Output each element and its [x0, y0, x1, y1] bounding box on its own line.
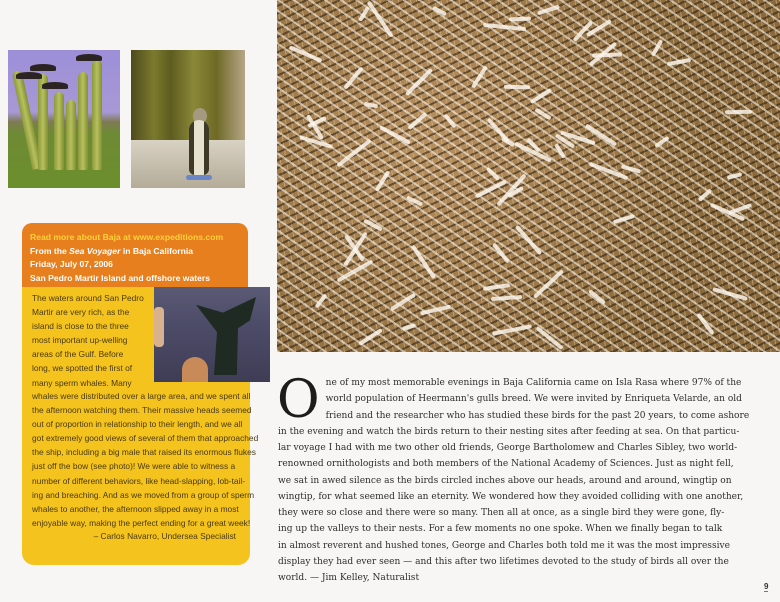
heermanns-gulls-flock-photo	[277, 0, 780, 352]
essay-body	[277, 370, 754, 586]
essay-line: in the evening and watch the birds return to their nesting sites after feeding at sea. On that particu-	[278, 426, 740, 437]
gull-silhouette	[530, 88, 552, 104]
gull-silhouette	[534, 108, 551, 121]
report-text-wide	[32, 389, 259, 530]
gull-silhouette	[727, 172, 743, 180]
report-line: enjoyable way, making the perfect ending for a great week!	[32, 517, 251, 528]
gull-silhouette	[509, 17, 531, 22]
gull-silhouette	[654, 136, 669, 148]
gull-silhouette	[486, 167, 500, 181]
report-line: many sperm whales. Many	[32, 377, 132, 388]
gull-silhouette	[364, 102, 379, 109]
report-line: Martir are very rich, as the	[32, 307, 130, 318]
report-line: most important up-welling	[32, 335, 128, 346]
drop-cap: O	[277, 370, 320, 430]
gull-silhouette	[698, 188, 713, 202]
gull-silhouette	[343, 66, 363, 89]
gull-silhouette	[379, 125, 411, 144]
cactus-arm	[92, 60, 102, 170]
gull-silhouette	[411, 245, 436, 280]
vessel-name: Sea Voyager	[69, 245, 121, 256]
gull-silhouette	[588, 289, 606, 305]
gull-silhouette	[443, 114, 456, 129]
gull-silhouette	[390, 293, 416, 311]
gull-silhouette	[696, 313, 714, 335]
essay-line: world. — Jim Kelley, Naturalist	[278, 573, 420, 583]
essay-line: ne of my most memorable evenings in Baja California came on Isla Rasa where 97% of the	[325, 378, 742, 388]
vulture	[30, 64, 56, 71]
gull-silhouette	[537, 5, 560, 16]
gull-silhouette	[299, 135, 333, 149]
gull-silhouette	[408, 112, 428, 130]
spray	[154, 307, 164, 347]
essay-line: lar voyage I had with me two other old friends, George Bartholomew and Charles Sibley, two world-	[278, 443, 738, 453]
gull-silhouette	[420, 305, 451, 316]
gull-silhouette	[613, 214, 635, 224]
vulture	[42, 82, 68, 89]
booby-feet	[186, 175, 212, 180]
gull-silhouette	[337, 260, 374, 283]
gull-silhouette	[651, 39, 663, 57]
report-line: The waters around San Pedro	[32, 293, 144, 303]
essay-line: display they had ever seen — and this after two lifetimes devoted to the study of birds all over the	[278, 556, 729, 567]
gull-silhouette	[667, 58, 691, 66]
gull-silhouette	[554, 143, 566, 159]
gull-silhouette	[535, 326, 563, 350]
report-signature: – Carlos Navarro, Undersea Specialist	[93, 531, 236, 541]
report-line: island is close to the three	[32, 321, 129, 332]
date-line: Friday, July 07, 2006	[30, 259, 113, 269]
gull-silhouette	[358, 6, 370, 22]
report-line: long, we spotted the first of	[32, 363, 133, 374]
sperm-whale-fluke-photo	[154, 287, 270, 382]
gull-silhouette	[491, 295, 522, 301]
report-line: ing and breaching. And as we moved from a group of sperm	[32, 489, 255, 500]
report-line: out of proportion in relationship to their length, and we all	[32, 419, 243, 430]
essay-line: wingtip, for what seemed like an eternity. We wondered how they avoided colliding with one another,	[278, 491, 744, 502]
blue-footed-booby-photo	[131, 50, 245, 188]
gull-silhouette	[432, 6, 447, 17]
gull-silhouette	[533, 269, 564, 299]
gull-silhouette	[375, 170, 391, 192]
gull-silhouette	[367, 0, 394, 37]
from-suffix: in Baja California	[120, 245, 194, 256]
cactus-arm	[54, 92, 64, 170]
vulture	[16, 72, 42, 79]
from-prefix: From the	[30, 245, 70, 256]
essay-line: friend and the researcher who has studied these birds for the past 20 years, to come ashore	[325, 410, 750, 421]
booby-body	[189, 120, 209, 175]
report-line: just off the bow (see photo)! We were able to witness a	[32, 461, 236, 472]
gull-silhouette	[712, 287, 748, 301]
gull-silhouette	[504, 85, 530, 89]
gull-silhouette	[483, 23, 526, 31]
report-line: whales were distributed over a large area, and we spent all	[32, 391, 251, 401]
report-line: whales to another, the afternoon slipped away in a most	[32, 503, 239, 514]
essay-line: in almost reverent and hushed tones, George and Charles both told me it was the most impressive	[278, 540, 730, 551]
cactus-with-vultures-photo	[8, 50, 120, 188]
gull-silhouette	[289, 45, 323, 62]
report-line: areas of the Gulf. Before	[32, 349, 124, 360]
page-number: 9	[764, 582, 769, 591]
gull-silhouette	[621, 164, 641, 173]
report-text-narrow	[32, 291, 152, 390]
gull-silhouette	[483, 283, 510, 291]
gull-silhouette	[402, 323, 417, 331]
report-line: got extremely good views of several of them that approached	[32, 433, 259, 444]
essay-line: ing up the valleys to their nests. For a few moments no one spoke. When we finally began to talk	[278, 524, 723, 535]
gull-silhouette	[336, 138, 372, 167]
gull-silhouette	[728, 203, 752, 215]
report-line: the ship, including a big male that raised its enormous flukes	[32, 447, 256, 458]
daily-expedition-report	[22, 287, 259, 565]
essay-line: they were so close and there were so many. Then all at once, as a single bird they were gone, fly-	[278, 508, 725, 518]
vulture	[76, 54, 102, 61]
gull-silhouette	[314, 293, 327, 308]
rocks	[131, 140, 245, 188]
gull-silhouette	[363, 219, 383, 232]
expeditions-link[interactable]: Read more about Baja at www.expeditions.com	[30, 232, 224, 242]
essay-lines	[277, 370, 754, 586]
report-line: the afternoon watching them. Their massive heads seemed	[32, 405, 252, 416]
gull-silhouette	[486, 118, 509, 143]
voyage-line	[30, 245, 240, 259]
gull-silhouette	[471, 65, 488, 88]
gull-silhouette	[358, 328, 383, 346]
gull-silhouette	[405, 68, 433, 96]
expedition-info-header	[22, 223, 248, 287]
gull-silhouette	[725, 110, 752, 114]
essay-line: renowned ornithologists and both members of the National Academy of Sciences. Just as night fell,	[278, 459, 734, 470]
gull-silhouette	[492, 324, 532, 336]
cactus-arm	[78, 72, 88, 170]
essay-line: world population of Heermann's gulls breed. We were invited by Enriqueta Velarde, an old	[325, 394, 742, 405]
gull-silhouette	[406, 196, 423, 207]
essay-line: we sat in awed silence as the birds circled inches above our heads, around and around, wingtip on	[278, 475, 732, 486]
gull-silhouette	[492, 242, 510, 263]
onlooker	[182, 357, 208, 382]
location-line: San Pedro Martir Island and offshore waters	[30, 272, 211, 283]
report-line: number of different behaviors, like head-slapping, lob-tail-	[32, 475, 246, 486]
gull-silhouette	[515, 225, 542, 256]
cactus-arm	[66, 100, 76, 170]
